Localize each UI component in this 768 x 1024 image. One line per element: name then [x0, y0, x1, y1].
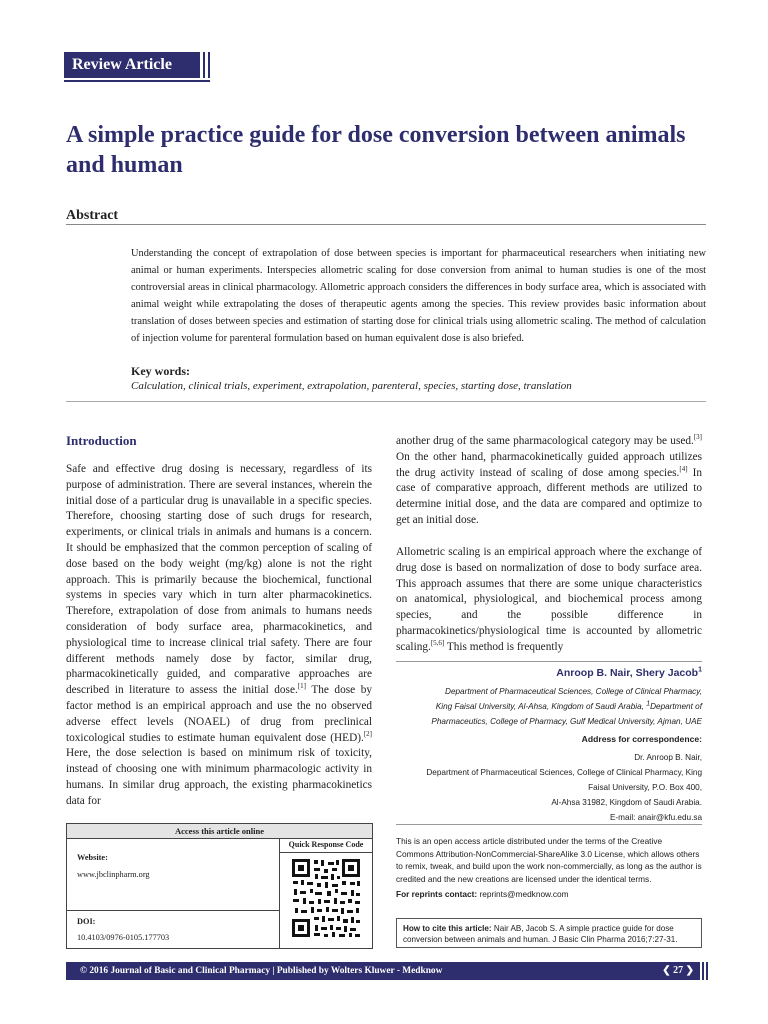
intro-para-text: Safe and effective drug dosing is necessary, regardless of its purpose of administration. There are several instances, wherein the initial dose of a particular drug is unavailable in a specific species. Therefore, choosing starting dose of such drugs for research, experiments, or clinical trials in animals and humans is a concern. It should be emphasized that the common perception of scaling of dose based on the body weight (mg/kg) alone is not the right approach. This is primarily because the biochemical, functional systems in species vary which in turn alter pharmacokinetics. Therefore, extrapolation of dose from animals to humans needs consideration of body surface area, pharmacokinetics, and physiological time to increase clinical trial safety. There are four different methods namely dose by factor, similar drug, pharmacokinetically guided, and comparative approaches are described in literature to assess the initial dose.	[66, 463, 372, 697]
qr-code-icon[interactable]	[291, 858, 361, 938]
affiliation-line: Department of Pharmaceutical Sciences, College of Clinical Pharmacy,	[445, 687, 702, 696]
footer-decoration	[702, 962, 704, 980]
citation-box	[396, 918, 702, 948]
correspondence-line: Al-Ahsa 31982, Kingdom of Saudi Arabia.	[551, 798, 702, 807]
keywords-divider	[66, 401, 706, 402]
correspondence-line: Department of Pharmaceutical Sciences, College of Clinical Pharmacy, King	[426, 768, 702, 777]
affiliation-line	[396, 699, 702, 714]
intro-para-text: another drug of the same pharmacological category may be used.	[396, 435, 694, 447]
affiliation-line-text: King Faisal University, Al-Ahsa, Kingdom of Saudi Arabia,	[435, 702, 644, 711]
access-box-divider	[279, 838, 280, 948]
intro-left-column	[66, 462, 372, 810]
author-sup: 1	[698, 666, 702, 674]
access-box-divider	[67, 910, 279, 911]
page-next-icon: ❯	[685, 965, 694, 976]
citation-ref[interactable]: [2]	[363, 729, 372, 738]
intro-right-column-para-1	[396, 434, 702, 529]
affiliation-line: Pharmaceutics, College of Pharmacy, Gulf Medical University, Ajman, UAE	[431, 717, 702, 726]
intro-para-text: The dose by factor method is an empirical approach and use the no observed adverse effect levels (NOAEL) of drug from preclinical toxicological studies to estimate human equivalent dose (HED).	[66, 684, 372, 744]
correspondence-address	[396, 750, 702, 825]
access-article-box	[66, 823, 373, 949]
website-link[interactable]: www.jbclinpharm.org	[77, 870, 150, 879]
correspondence-line: Faisal University, P.O. Box 400,	[588, 783, 702, 792]
citation-ref[interactable]: [3]	[693, 433, 702, 442]
cite-label: How to cite this article:	[403, 924, 492, 933]
footer-copyright: © 2016 Journal of Basic and Clinical Pharmacy | Published by Wolters Kluwer - Medknow	[80, 966, 443, 976]
authors-text: Anroop B. Nair, Shery Jacob	[556, 667, 699, 679]
qr-code-heading: Quick Response Code	[280, 838, 372, 853]
intro-para-text: This method is frequently	[444, 640, 564, 653]
citation-ref[interactable]: [1]	[297, 682, 306, 691]
author-affiliations	[396, 684, 702, 729]
intro-para-text: Here, the dose selection is based on minimum risk of toxicity, instead of choosing one with minimum pharmacologic activity in humans. In similar drug approach, the existing pharmacokinetics data for	[66, 747, 372, 807]
page-prev-icon: ❮	[662, 965, 671, 976]
intro-right-column-para-2	[396, 545, 702, 656]
citation-ref[interactable]: [5,6]	[430, 639, 445, 648]
page-number	[620, 962, 694, 980]
abstract-heading: Abstract	[66, 208, 119, 223]
citation-ref[interactable]: [4]	[679, 464, 688, 473]
cite-text: Nair AB, Jacob S. A simple practice guide for dose conversion between animals and human. J Basic Clin Pharma 2016;7:27-31.	[403, 924, 678, 944]
correspondence-line: Dr. Anroop B. Nair,	[634, 753, 702, 762]
keywords-heading: Key words:	[131, 364, 190, 378]
doi-link[interactable]: 10.4103/0976-0105.177703	[77, 933, 170, 942]
affiliation-divider	[396, 661, 702, 662]
intro-para-text: In case of comparative approach, different methods are utilized to determine initial dose, and the data are compared and optimize to get an initial dose.	[396, 466, 702, 526]
license-text: This is an open access article distributed under the terms of the Creative Commons Attribution-NonCommercial-ShareAlike 3.0 License, which allows others to remix, tweak, and build upon the work non-commercially, as long as the author is credited and the new creations are licensed under the identical terms.	[396, 836, 702, 884]
badge-decoration	[208, 52, 210, 78]
affiliation-line-text: Department of	[650, 702, 702, 711]
intro-para-text: On the other hand, pharmacokinetically guided approach utilizes the drug activity instead of scaling of dose among species.	[396, 450, 702, 479]
reprints-contact	[396, 889, 702, 899]
article-title: A simple practice guide for dose conversion between animals and human	[66, 122, 686, 178]
keywords-text: Calculation, clinical trials, experiment, extrapolation, parenteral, species, starting dose, translation	[131, 380, 572, 392]
badge-underline	[64, 80, 210, 82]
license-divider	[396, 824, 702, 825]
page-number-text: 27	[673, 965, 684, 976]
affiliation-sup: 1	[646, 700, 651, 708]
introduction-heading: Introduction	[66, 433, 137, 448]
correspondence-email[interactable]: E-mail: anair@kfu.edu.sa	[609, 813, 702, 822]
doi-label: DOI:	[77, 917, 96, 926]
abstract-divider	[66, 224, 706, 225]
abstract-text: Understanding the concept of extrapolation of dose between species is important for pharmaceutical researchers when initiating new animal or human experiments. Interspecies allometric scaling for dose conversion from animal to human studies is one of the most controversial areas in clinical pharmacology. Allometric approach considers the differences in body surface area, which is associated with animal weight while extrapolating the doses of therapeutic agents among the species. This review provides basic information about translation of doses between species and estimation of starting dose for clinical trials using allometric scaling. The method of calculation of injection volume for parenteral formulation based on human equivalent dose is also briefed.	[131, 248, 706, 344]
badge-decoration	[203, 52, 205, 78]
footer-decoration	[706, 962, 708, 980]
intro-para-text: Allometric scaling is an empirical approach where the exchange of drug dose is based on normalization of dose to body surface area. This approach assumes that there are some unique characteristics on anatomical, physiological, and biochemical process among species, and the possible difference in pharmacokinetics/physiological time is accounted by allometric scaling.	[396, 546, 702, 653]
website-label: Website:	[77, 853, 108, 862]
access-box-heading: Access this article online	[67, 824, 372, 839]
correspondence-heading: Address for correspondence:	[581, 734, 702, 744]
reprints-label: For reprints contact:	[396, 889, 478, 899]
reprints-email[interactable]: reprints@medknow.com	[479, 889, 569, 899]
article-type-badge: Review Article	[64, 52, 200, 78]
author-names	[396, 667, 702, 679]
